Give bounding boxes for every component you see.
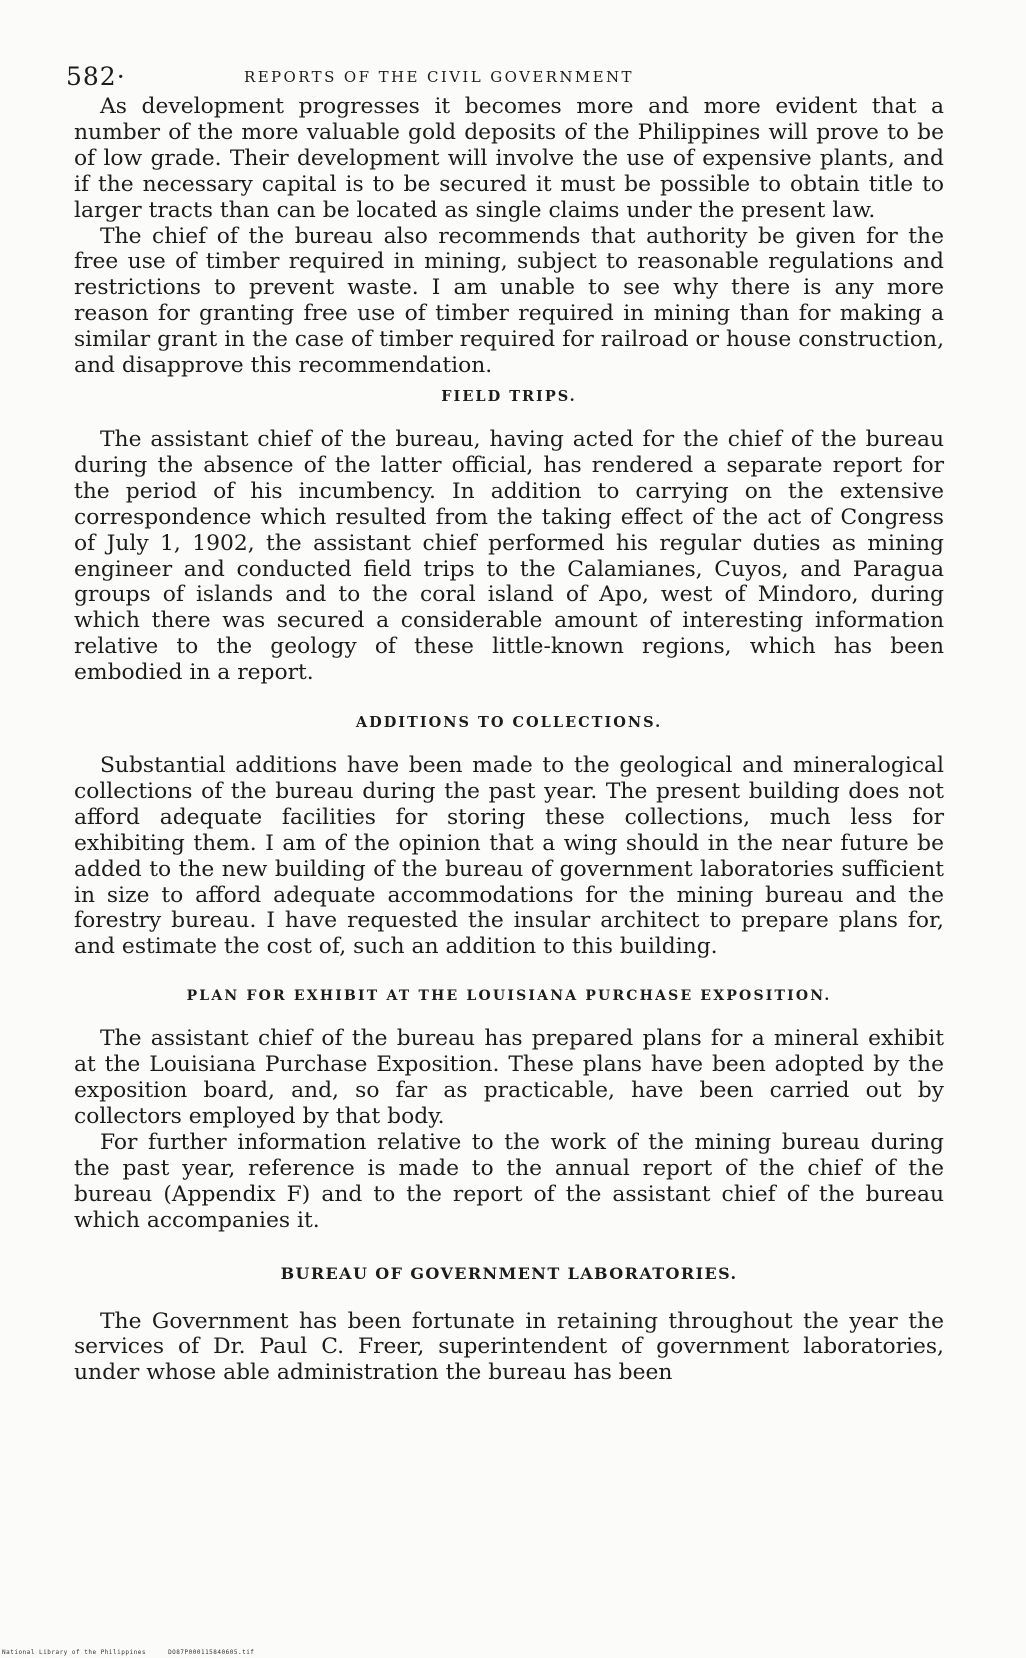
paragraph-laboratories: The Government has been fortunate in retaining throughout the year the services of Dr. Paul C. Freer, superintendent of government laboratories, under whose able administration the bureau has been: [74, 1308, 944, 1386]
paragraph-additions: Substantial additions have been made to the geological and mineralogical collections of the bureau during the past year. The present building does not afford adequate facilities for storing these collections, much less for exhibiting them. I am of the opinion that a wing should in the near future be added to the new building of the bureau of government laboratories sufficient in size to afford adequate accommodations for the mining bureau and the forestry bureau. I have requested the insular architect to prepare plans for, and estimate the cost of, such an addition to this building.: [74, 753, 944, 960]
page-number: 582·: [66, 62, 126, 91]
heading-bureau-of-laboratories: BUREAU OF GOVERNMENT LABORATORIES.: [280, 1263, 738, 1283]
paragraph-field-trips: The assistant chief of the bureau, having acted for the chief of the bureau during the absence of the latter official, has rendered a separate report for the period of his incumbency. In addition to carrying on the extensive correspondence which resulted from the taking effect of the act of Congress of July 1, 1902, the assistant chief performed his regular duties as mining engineer and conducted field trips to the Calamianes, Cuyos, and Paragua groups of islands and to the coral island of Apo, west of Mindoro, during which there was secured a considerable amount of interesting information relative to the geology of these little-known regions, which has been embodied in a report.: [74, 426, 944, 686]
scan-footer: [2, 1649, 272, 1656]
footer-library: National Library of the Philippines: [2, 1649, 146, 1656]
paragraph-exhibit: The assistant chief of the bureau has prepared plans for a mineral exhibit at the Louisiana Purchase Exposition. These plans have been adopted by the exposition board, and, so far as practicable, have been carried out by collectors employed by that body.: [74, 1026, 944, 1129]
heading-exhibit-plan: PLAN FOR EXHIBIT AT THE LOUISIANA PURCHASE EXPOSITION.: [186, 988, 832, 1005]
paragraph-development: As development progresses it becomes more and more evident that a number of the more valuable gold deposits of the Philippines will prove to be of low grade. Their development will involve the use of expensive plants, and if the necessary capital is to be secured it must be possible to obtain title to larger tracts than can be located as single claims under the present law.: [74, 94, 944, 223]
document-page: [66, 62, 944, 1386]
paragraph-further-information: For further information relative to the work of the mining bureau during the past year, reference is made to the annual report of the chief of the bureau (Appendix F) and to the report of the assistant chief of the bureau which accompanies it.: [74, 1129, 944, 1233]
heading-additions-to-collections: ADDITIONS TO COLLECTIONS.: [355, 714, 663, 732]
running-head: [66, 62, 944, 92]
heading-field-trips: FIELD TRIPS.: [441, 387, 577, 405]
running-title: REPORTS OF THE CIVIL GOVERNMENT: [244, 68, 634, 86]
paragraph-timber: The chief of the bureau also recommends that authority be given for the free use of timber required in mining, subject to reasonable regulations and restrictions to prevent waste. I am unable to see why there is any more reason for granting free use of timber required in mining than for making a similar grant in the case of timber required for railroad or house construction, and disapprove this recommendation.: [74, 223, 944, 379]
footer-file-id: DO87P000115840605.tif: [168, 1649, 255, 1656]
